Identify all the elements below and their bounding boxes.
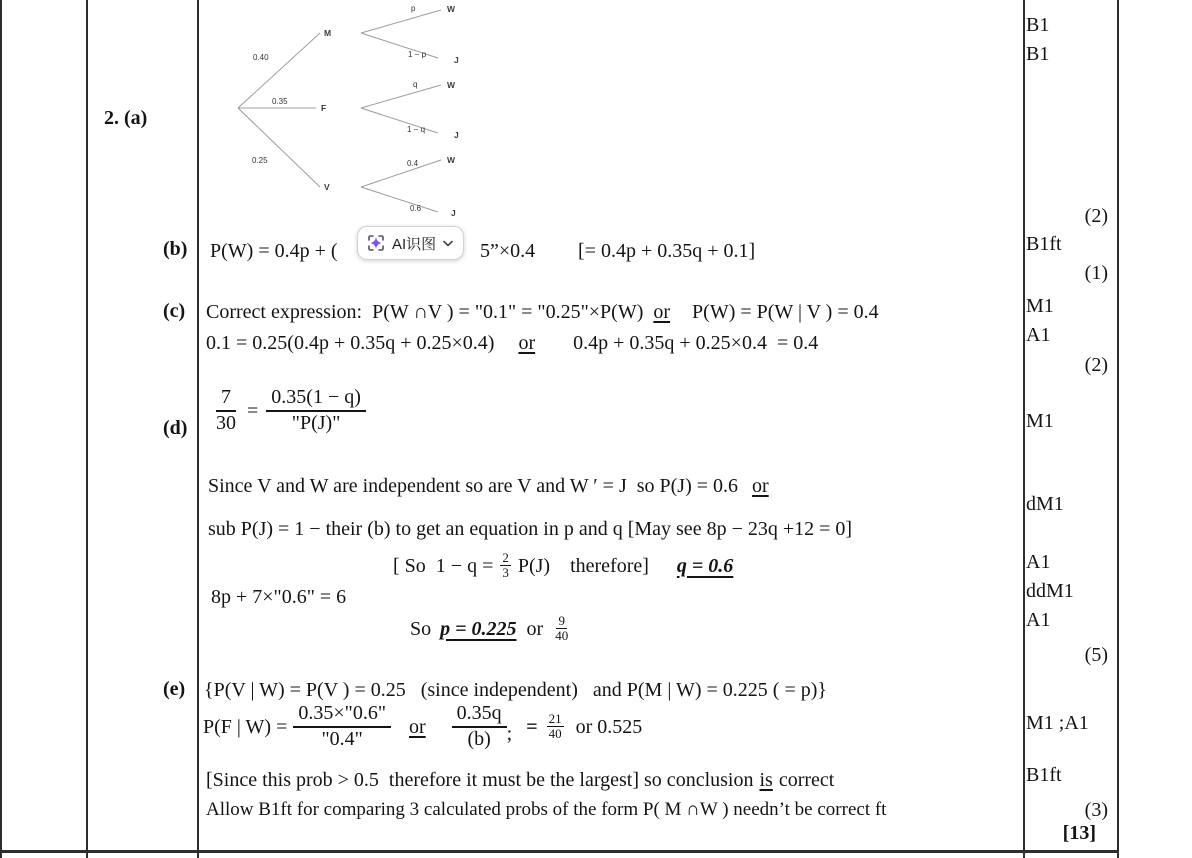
part-e-line1: {P(V | W) = P(V ) = 0.25 (since independent) and P(M | W) = 0.225 ( = p)}: [204, 679, 827, 701]
table-column-divider-marks: [1023, 0, 1025, 858]
mark-subtotal: (5): [1084, 644, 1108, 666]
mark-annotation: B1ft: [1026, 233, 1062, 255]
tree-node-label: F: [321, 103, 327, 113]
tree-node-label: J: [454, 55, 459, 65]
part-e-fraction-line: [203, 702, 642, 751]
mark-subtotal: (2): [1084, 205, 1108, 227]
part-d-so-line: [393, 551, 733, 580]
part-d-independence-line: [208, 473, 769, 499]
mark-annotation: M1: [1026, 410, 1054, 432]
tree-node-label: J: [451, 208, 456, 218]
tree-branch-probability: 1 − q: [407, 125, 426, 134]
part-c-line1-expression: Correct expression: P(W ∩V ) = "0.1" = "0.25"×P(W): [206, 301, 644, 323]
tree-node-label: W: [447, 155, 456, 165]
or-connector: or: [653, 301, 671, 323]
part-d-equation-line: 8p + 7×"0.6" = 6: [211, 586, 347, 608]
part-e-conclusion-text: [Since this prob > 0.5 therefore it must be the largest] so conclusion: [206, 769, 754, 791]
equals-sign: =: [526, 715, 538, 738]
mark-annotation: M1: [1026, 295, 1054, 317]
fraction-035q-over-b: $\frac{0.35q}{(b)}$: [452, 702, 507, 751]
part-d-substitution-line: sub P(J) = 1 − their (b) to get an equation in p and q [May see 8p − 23q +12 = 0]: [208, 518, 853, 540]
part-d-fraction-equation: [213, 386, 366, 435]
tree-branch-probability: q: [413, 80, 418, 89]
part-c-line1-alternative: P(W) = P(W | V ) = 0.4: [692, 301, 879, 323]
part-b-expression-bracket: [= 0.4p + 0.35q + 0.1]: [578, 240, 756, 262]
tree-branch-line: [361, 108, 438, 133]
fraction-21-fortieths: $\frac{21}{40}$: [548, 711, 562, 742]
or-word: or: [526, 617, 544, 640]
mark-annotation: A1: [1026, 609, 1051, 631]
part-c-line2-expression: 0.1 = 0.25(0.4p + 0.35q + 0.25×0.4): [206, 332, 495, 354]
tree-branch-line: [361, 187, 438, 212]
answer-q-value: q = 0.6: [676, 554, 734, 577]
part-label-c: (c): [163, 300, 186, 322]
part-d-answer-line: [410, 614, 571, 643]
ai-image-recognition-button[interactable]: [357, 226, 464, 260]
table-row-bottom-border: [0, 850, 1119, 853]
mark-annotation: B1ft: [1026, 764, 1062, 786]
part-c-line2: [206, 330, 818, 356]
part-e-conclusion-end: correct: [778, 769, 835, 791]
mark-subtotal: (1): [1084, 262, 1108, 284]
table-right-border-line: [1117, 0, 1119, 858]
mark-subtotal: (3): [1084, 799, 1108, 821]
mark-subtotal: (2): [1084, 354, 1108, 376]
page-left-border-line: [0, 0, 2, 858]
equals-sign: =: [247, 399, 259, 422]
fraction-seven-thirtieths: $\frac{7}{30}$: [216, 386, 236, 434]
mark-annotation: ddM1: [1026, 580, 1074, 602]
is-word-underlined: is: [759, 769, 773, 791]
part-b-expression-after: 5”×0.4: [480, 240, 536, 262]
part-c-line2-alternative: 0.4p + 0.35q + 0.25×0.4 = 0.4: [573, 332, 819, 354]
part-b-expression-before: P(W) = 0.4p + (: [210, 240, 338, 262]
fraction-two-thirds: $\frac{2}{3}$: [502, 550, 509, 581]
or-connector: or: [408, 715, 426, 738]
mark-annotation: M1 ;A1: [1026, 712, 1089, 734]
tree-node-label: W: [447, 4, 456, 14]
so-word: So: [410, 617, 432, 640]
mark-annotation: B1: [1026, 14, 1050, 36]
tree-node-label: M: [324, 28, 332, 38]
part-label-d: (d): [163, 417, 188, 439]
answer-p-value: p = 0.225: [440, 617, 517, 640]
part-d-independence-text: Since V and W are independent so are V and W ′ = J so P(J) = 0.6: [208, 475, 739, 497]
semicolon: ;: [506, 723, 513, 746]
part-e-allow-note: Allow B1ft for comparing 3 calculated probs of the form P( M ∩W ) needn’t be correct ft: [206, 799, 887, 820]
ai-button-label: AI识图: [392, 235, 437, 253]
tree-branch-probability: 1 − p: [408, 50, 427, 59]
part-e-conclusion-line: [206, 767, 834, 793]
part-e-decimal-value: or 0.525: [575, 715, 643, 738]
chevron-down-icon[interactable]: [443, 240, 453, 247]
tree-branch-line: [361, 10, 441, 33]
tree-branch-probability: 0.25: [252, 156, 268, 165]
tree-node-label: W: [447, 80, 456, 90]
tree-node-label: J: [454, 130, 459, 140]
part-d-so-suffix: P(J) therefore]: [517, 554, 649, 577]
total-marks: [13]: [1062, 822, 1096, 844]
tree-node-label: V: [324, 182, 330, 192]
mark-annotation: A1: [1026, 551, 1051, 573]
tree-branch-line: [238, 108, 320, 187]
tree-branch-probability: 0.40: [253, 53, 269, 62]
tree-branch-probability: p: [411, 4, 416, 13]
part-label-e: (e): [163, 678, 186, 700]
tree-branch-probability: 0.4: [407, 159, 419, 168]
fraction-nine-fortieths: $\frac{9}{40}$: [555, 613, 569, 644]
part-d-so-prefix: [ So 1 − q =: [393, 554, 494, 577]
mark-annotation: B1: [1026, 43, 1050, 65]
probability-tree-diagram: [228, 0, 480, 220]
tree-branch-probability: 0.35: [272, 97, 288, 106]
part-c-line1: [206, 299, 879, 325]
table-left-border-line: [86, 0, 88, 858]
question-number-label: 2. (a): [104, 107, 148, 129]
part-e-lhs: P(F | W) =: [203, 715, 288, 738]
mark-annotation: A1: [1026, 324, 1051, 346]
mark-annotation: dM1: [1026, 493, 1064, 515]
or-connector: or: [752, 475, 769, 497]
fraction-rhs: $\frac{0.35(1 - q)}{"P(J)"}$: [266, 386, 366, 435]
table-column-divider-number: [197, 0, 199, 858]
tree-branch-line: [361, 85, 441, 108]
part-label-b: (b): [163, 238, 188, 260]
tree-branch-probability: 0.6: [410, 204, 422, 213]
ai-scan-sparkle-icon: [367, 234, 385, 252]
tree-branch-line: [361, 160, 441, 187]
fraction-035-06-over-04: $\frac{0.35\times"0.6"}{"0.4"}$: [293, 702, 391, 751]
tree-branch-line: [361, 33, 438, 58]
or-connector: or: [518, 332, 536, 354]
